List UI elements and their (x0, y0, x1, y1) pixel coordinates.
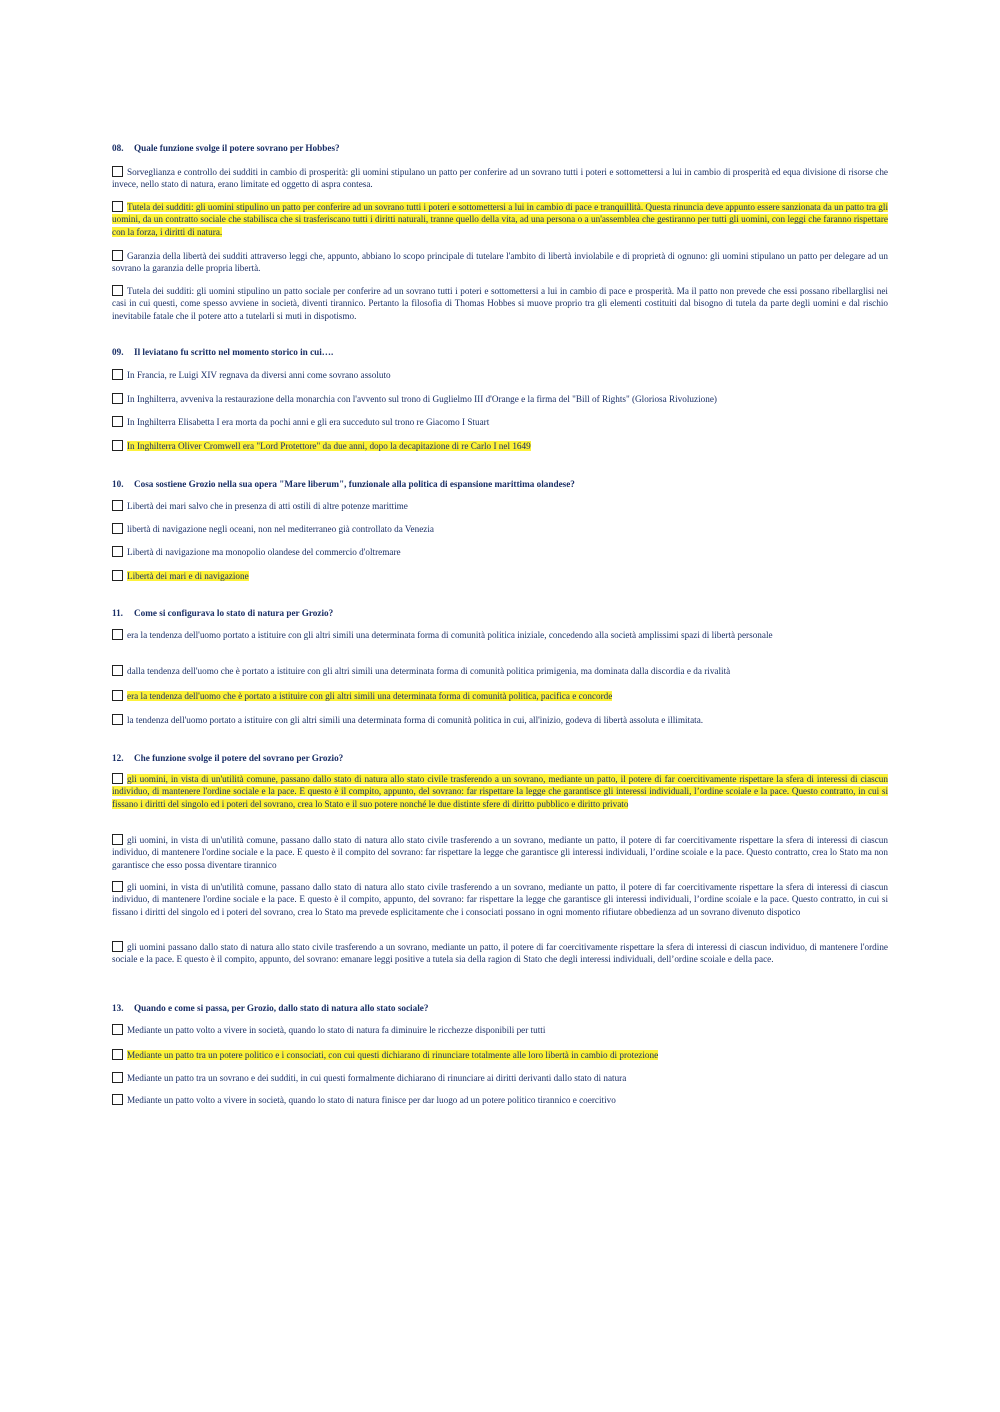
answer-checkbox[interactable] (112, 773, 123, 784)
answer-text: gli uomini passano dallo stato di natura allo stato civile trasferendo a un sovrano, mediante un patto, il potere di far coercitivamente rispettare la sfera di interessi di ciascun individuo, di mantenere l'ordine sociale e la pace. E questo è il compito, appunto, del sovrano: emanare leggi positive a tutela sia della ragion di Stato che degli interessi individuali, dell’ordine scoiale e della pace. (112, 942, 888, 965)
answer-option (112, 941, 888, 966)
answer-checkbox[interactable] (112, 570, 123, 581)
answer-option (112, 393, 888, 405)
answer-text: era la tendenza dell'uomo portato a istituire con gli altri simili una determinata forma di comunità politica iniziale, concedendo alla società amplissimi spazi di libertà personale (127, 630, 773, 640)
answer-checkbox[interactable] (112, 500, 123, 511)
answer-option (112, 570, 888, 582)
answer-text-highlighted: Mediante un patto tra un potere politico e i consociati, con cui questi dichiarano di rinunciare totalmente alle loro libertà in cambio di protezione (127, 1050, 659, 1060)
question-heading (112, 1002, 890, 1014)
answer-checkbox[interactable] (112, 201, 123, 212)
question-title: Cosa sostiene Grozio nella sua opera "Mare liberum", funzionale alla politica di espansione marittima olandese? (134, 479, 575, 489)
question-title: Quale funzione svolge il potere sovrano per Hobbes? (134, 143, 340, 153)
answer-checkbox[interactable] (112, 629, 123, 640)
question-number: 10. (112, 479, 124, 489)
answer-option (112, 166, 888, 191)
question-heading (112, 346, 890, 358)
answer-checkbox[interactable] (112, 1094, 123, 1105)
question-number: 12. (112, 753, 124, 763)
question-number: 11. (112, 608, 123, 618)
answer-text: In Inghilterra Elisabetta I era morta da pochi anni e gli era succeduto sul trono re Giacomo I Stuart (127, 417, 490, 427)
answer-checkbox[interactable] (112, 393, 123, 404)
answer-option (112, 1072, 888, 1084)
answer-checkbox[interactable] (112, 440, 123, 451)
answer-option (112, 523, 888, 535)
question-title: Quando e come si passa, per Grozio, dallo stato di natura allo stato sociale? (134, 1003, 429, 1013)
answer-checkbox[interactable] (112, 546, 123, 557)
answer-checkbox[interactable] (112, 665, 123, 676)
answer-text-highlighted: gli uomini, in vista di un'utilità comune, passano dallo stato di natura allo stato civile trasferendo a un sovrano, mediante un patto, il potere di far coercitivamente rispettare la sfera di interessi di ciascun individuo, di mantenere l'ordine sociale e la pace. E questo è il compito, appunto, del sovrano: far rispettare la legge che garantisce gli interessi individuali, l’ordine scoiale e la pace. Questo contratto, in cui si fissano i diritti del singolo ed i poteri del sovrano, crea lo Stato e il suo potere nonché le due distinte sfere di diritto pubblico e diritto privato (112, 774, 888, 809)
answer-checkbox[interactable] (112, 166, 123, 177)
answer-text: Mediante un patto volto a vivere in società, quando lo stato di natura fa diminuire le ricchezze disponibili per tutti (127, 1025, 546, 1035)
answer-checkbox[interactable] (112, 250, 123, 261)
answer-option (112, 629, 888, 641)
answer-option (112, 834, 888, 871)
answer-checkbox[interactable] (112, 834, 123, 845)
answer-text: In Inghilterra, avveniva la restaurazione della monarchia con l'avvento sul trono di Guglielmo III d'Orange e la firma del "Bill of Rights" (Gloriosa Rivoluzione) (127, 394, 717, 404)
question-heading (112, 142, 890, 154)
answer-checkbox[interactable] (112, 690, 123, 701)
answer-text: Libertà dei mari salvo che in presenza di atti ostili di altre potenze marittime (127, 501, 408, 511)
answer-option (112, 250, 888, 275)
answer-option (112, 285, 888, 322)
answer-option (112, 1049, 888, 1061)
answer-checkbox[interactable] (112, 941, 123, 952)
answer-option (112, 500, 888, 512)
answer-checkbox[interactable] (112, 285, 123, 296)
question-heading (112, 607, 890, 619)
answer-option (112, 881, 888, 918)
answer-text: Sorveglianza e controllo dei sudditi in cambio di prosperità: gli uomini stipulano un patto per conferire ad un sovrano tutti i poteri e sottomettersi a lui in cambio di prosperità ed equa divisione di risorse che invece, nello stato di natura, erano limitate ed oggetto di aspra contesa. (112, 167, 888, 190)
question-title: Il leviatano fu scritto nel momento storico in cui…. (134, 347, 334, 357)
answer-option (112, 665, 888, 677)
answer-checkbox[interactable] (112, 1072, 123, 1083)
answer-checkbox[interactable] (112, 416, 123, 427)
question-title: Che funzione svolge il potere del sovrano per Grozio? (134, 753, 344, 763)
answer-text: Garanzia della libertà dei sudditi attraverso leggi che, appunto, abbiano lo scopo principale di tutelare l'ambito di libertà inviolabile e di proprietà di ognuno: gli uomini stipulano un patto per delegare ad un sovrano la garanzia delle propria libertà. (112, 251, 888, 274)
answer-option (112, 690, 888, 702)
answer-option (112, 773, 888, 810)
answer-text: In Francia, re Luigi XIV regnava da diversi anni come sovrano assoluto (127, 370, 391, 380)
answer-checkbox[interactable] (112, 523, 123, 534)
answer-text-highlighted: era la tendenza dell'uomo che è portato a istituire con gli altri simili una determinata forma di comunità politica, pacifica e concorde (127, 691, 613, 701)
answer-text: Libertà di navigazione ma monopolio olandese del commercio d'oltremare (127, 547, 401, 557)
answer-text: gli uomini, in vista di un'utilità comune, passano dallo stato di natura allo stato civile trasferendo a un sovrano, mediante un patto, il potere di far coercitivamente rispettare la sfera di interessi di ciascun individuo, di mantenere l'ordine sociale e la pace. E questo è il compito, appunto, del sovrano: far rispettare la legge che garantisce gli interessi individuali, l’ordine scoiale e la pace. Questo contratto, in cui si fissano i diritti del singolo ed i poteri del sovrano, crea lo Stato ma prevede esplicitamente che i consociati possano in ogni momento rifiutare obbedienza ad un sovrano divenuto dispotico (112, 882, 888, 917)
answer-option (112, 1024, 888, 1036)
answer-checkbox[interactable] (112, 369, 123, 380)
answer-checkbox[interactable] (112, 881, 123, 892)
answer-checkbox[interactable] (112, 1049, 123, 1060)
answer-text-highlighted: Tutela dei sudditi: gli uomini stipulino un patto per conferire ad un sovrano tutti i poteri e sottomettersi a lui in cambio di pace e tranquillità. Questa rinuncia deve appunto essere sanzionata da un patto tra gli uomini, da un contratto sociale che stabilisca che si trasferiscano tutti i diritti naturali, tranne quello della vita, ad una persona o a un'assemblea che gestiranno per tutti gli uomini, con leggi che faranno rispettare con la forza, i diritti di natura. (112, 202, 888, 237)
answer-text: gli uomini, in vista di un'utilità comune, passano dallo stato di natura allo stato civile trasferendo a un sovrano, mediante un patto, il potere di far coercitivamente rispettare la sfera di interessi di ciascun individuo, di mantenere l'ordine sociale e la pace. E questo è il compito del sovrano: far rispettare la legge che garantisce gli interessi individuali, l’ordine scoiale e la pace. Questo contratto, crea lo Stato ma non garantisce che esso possa diventare tirannico (112, 835, 888, 870)
answer-checkbox[interactable] (112, 1024, 123, 1035)
answer-text: libertà di navigazione negli oceani, non nel mediterraneo già controllato da Venezia (127, 524, 434, 534)
question-heading (112, 752, 890, 764)
answer-option (112, 440, 888, 452)
question-number: 08. (112, 143, 124, 153)
answer-option (112, 201, 888, 238)
answer-text-highlighted: Libertà dei mari e di navigazione (127, 571, 249, 581)
answer-option (112, 1094, 888, 1106)
answer-text: Mediante un patto tra un sovrano e dei sudditi, in cui questi formalmente dichiarano di rinunciare ai diritti derivanti dallo stato di natura (127, 1073, 627, 1083)
answer-checkbox[interactable] (112, 714, 123, 725)
answer-option (112, 714, 888, 726)
question-title: Come si configurava lo stato di natura per Grozio? (134, 608, 334, 618)
question-number: 13. (112, 1003, 124, 1013)
answer-text: la tendenza dell'uomo portato a istituire con gli altri simili una determinata forma di comunità politica in cui, all'inizio, godeva di libertà assoluta e illimitata. (127, 715, 704, 725)
answer-text: Tutela dei sudditi: gli uomini stipulino un patto sociale per conferire ad un sovrano tutti i poteri e sottomettersi a lui in cambio di pace e prosperità. Ma il patto non prevede che essi possano ribellarglisi nei casi in cui questi, come spesso avviene in società, diventi tirannico. Pertanto la filosofia di Thomas Hobbes si muove proprio tra gli elementi costituiti dal bisogno di tutela da parte degli uomini e dal rischio inevitabile fatale che il potere atto a tutelarli si muti in dispotismo. (112, 286, 888, 321)
answer-text: dalla tendenza dell'uomo che è portato a istituire con gli altri simili una determinata forma di comunità politica primigenia, ma dominata dalla discordia e da rivalità (127, 666, 731, 676)
answer-option (112, 369, 888, 381)
answer-option (112, 416, 888, 428)
question-heading (112, 478, 890, 490)
answer-option (112, 546, 888, 558)
answer-text: Mediante un patto volto a vivere in società, quando lo stato di natura finisce per dar luogo ad un potere politico tirannico e coercitivo (127, 1095, 616, 1105)
answer-text-highlighted: In Inghilterra Oliver Cromwell era "Lord Protettore" da due anni, dopo la decapitazione di re Carlo I nel 1649 (127, 441, 531, 451)
question-number: 09. (112, 347, 124, 357)
